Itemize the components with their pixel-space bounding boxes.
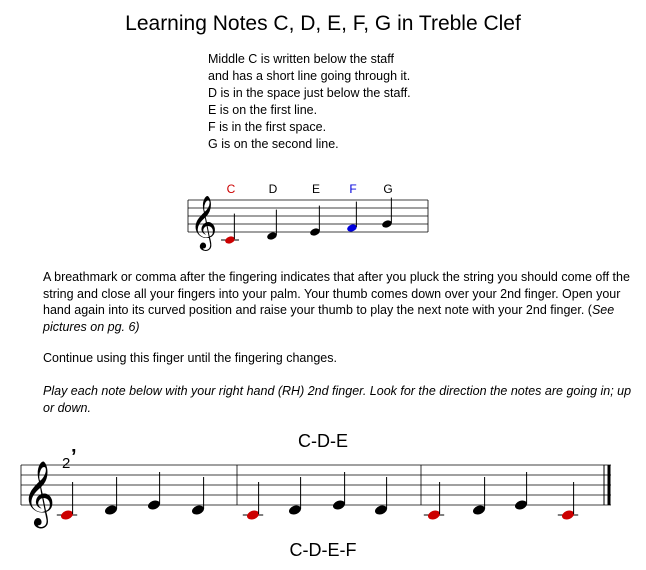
fingering-number: 2 (62, 455, 71, 472)
notehead (561, 509, 576, 521)
note-label: E (311, 182, 321, 196)
intro-line: G is on the second line. (208, 137, 339, 151)
note-d (472, 477, 487, 516)
note-e (147, 472, 162, 511)
notehead (472, 504, 487, 516)
note-d (374, 477, 389, 516)
exercise2-heading: C-D-E-F (289, 540, 357, 560)
intro-line: E is on the first line. (208, 103, 318, 117)
page-title: Learning Notes C, D, E, F, G in Treble Clef (125, 12, 521, 35)
exercise1-heading: C-D-E (298, 431, 348, 451)
note-c (243, 482, 263, 521)
note-d (191, 477, 206, 516)
notehead (374, 504, 389, 516)
intro-line: Middle C is written below the staff (208, 52, 394, 66)
intro-line: and has a short line going through it. (208, 69, 411, 83)
notehead (60, 509, 75, 521)
note-c (57, 482, 77, 521)
breathmark-italic-text: See pictures on pg. 6) (43, 303, 615, 334)
notehead (104, 504, 119, 516)
instruction-italic-text: Play each note below with your right hand (RH) 2nd finger. Look for the direction the notes are going in; up or down. (43, 384, 632, 415)
note-label: D (268, 182, 278, 196)
notehead (191, 504, 206, 516)
notehead (147, 499, 162, 511)
note-label: C (226, 182, 236, 196)
treble-clef-icon: 𝄞 (190, 195, 218, 248)
note-d (104, 477, 119, 516)
note-label: G (383, 182, 393, 196)
intro-line: F is in the first space. (208, 120, 327, 134)
notehead (427, 509, 442, 521)
notehead (288, 504, 303, 516)
note-label: F (349, 182, 357, 196)
notehead (246, 509, 261, 521)
treble-clef-icon: 𝄞 (22, 461, 56, 524)
notehead (514, 499, 529, 511)
breath-mark: ’ (71, 446, 77, 468)
note-c (424, 482, 444, 521)
continue-paragraph: Continue using this finger until the fingering changes. (43, 351, 337, 365)
note-e (332, 472, 347, 511)
breathmark-text: A breathmark or comma after the fingering indicates that after you pluck the string you should come off the string and close all your fingers into your palm. Your thumb comes down over your 2nd finger. Open your hand again into its curved position and raise your thumb to play the next note with your 2nd finger. ( (43, 270, 630, 317)
note-c (558, 482, 578, 521)
note-e (514, 472, 529, 511)
note-d (288, 477, 303, 516)
intro-line: D is in the space just below the staff. (208, 86, 411, 100)
notehead (332, 499, 347, 511)
